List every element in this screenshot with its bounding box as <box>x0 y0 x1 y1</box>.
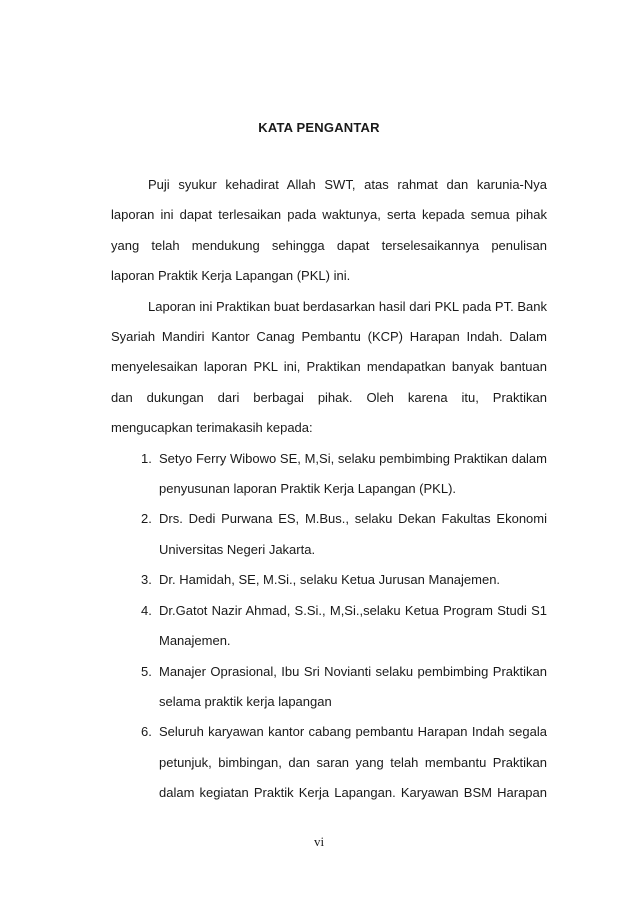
list-line: Drs. Dedi Purwana ES, M.Bus., selaku Dekan Fakultas Ekonomi <box>159 511 547 527</box>
page-number: vi <box>313 834 325 849</box>
list-line: selama praktik kerja lapangan <box>159 693 332 709</box>
list-line: penyusunan laporan Praktik Kerja Lapangan (PKL). <box>159 481 457 497</box>
list-item <box>111 596 547 657</box>
list-line: dalam kegiatan Praktik Kerja Lapangan. Karyawan BSM Harapan <box>159 785 547 801</box>
paragraph-1 <box>111 170 547 292</box>
paragraph-line: menyelesaikan laporan PKL ini, Praktikan mendapatkan banyak bantuan <box>111 359 547 375</box>
list-line: Manajer Oprasional, Ibu Sri Novianti selaku pembimbing Praktikan <box>159 663 547 679</box>
list-number: 6. <box>141 724 152 740</box>
list-line: Manajemen. <box>159 633 231 649</box>
list-item <box>111 717 547 808</box>
list-number: 3. <box>141 572 152 588</box>
paragraph-line: Laporan ini Praktikan buat berdasarkan hasil dari PKL pada PT. Bank <box>148 298 547 314</box>
body-text <box>111 170 547 809</box>
list-item <box>111 565 547 595</box>
list-line: Dr. Hamidah, SE, M.Si., selaku Ketua Jurusan Manajemen. <box>159 572 501 588</box>
list-line: Dr.Gatot Nazir Ahmad, S.Si., M,Si.,selaku Ketua Program Studi S1 <box>159 602 547 618</box>
list-number: 5. <box>141 663 152 679</box>
list-item <box>111 504 547 565</box>
list-line: Universitas Negeri Jakarta. <box>159 541 316 557</box>
list-number: 2. <box>141 511 152 527</box>
list-line: petunjuk, bimbingan, dan saran yang telah membantu Praktikan <box>159 754 547 770</box>
paragraph-line: dan dukungan dari berbagai pihak. Oleh karena itu, Praktikan <box>111 389 547 405</box>
page-title: KATA PENGANTAR <box>258 120 380 135</box>
paragraph-line: Syariah Mandiri Kantor Canag Pembantu (KCP) Harapan Indah. Dalam <box>111 329 547 345</box>
list-line: Seluruh karyawan kantor cabang pembantu Harapan Indah segala <box>159 724 547 740</box>
paragraph-line: Puji syukur kehadirat Allah SWT, atas rahmat dan karunia-Nya <box>148 177 547 192</box>
list-line: Setyo Ferry Wibowo SE, M,Si, selaku pembimbing Praktikan dalam <box>159 450 547 466</box>
paragraph-line: mengucapkan terimakasih kepada: <box>111 420 313 436</box>
list-item <box>111 657 547 718</box>
paragraph-line: yang telah mendukung sehingga dapat terselesaikannya penulisan <box>111 237 547 253</box>
list-number: 4. <box>141 602 152 618</box>
acknowledgement-list <box>111 444 547 809</box>
list-number: 1. <box>141 450 152 466</box>
paragraph-2 <box>111 292 547 444</box>
list-item <box>111 444 547 505</box>
paragraph-line: laporan ini dapat terlesaikan pada waktunya, serta kepada semua pihak <box>111 207 547 223</box>
paragraph-line: laporan Praktik Kerja Lapangan (PKL) ini. <box>111 268 351 284</box>
